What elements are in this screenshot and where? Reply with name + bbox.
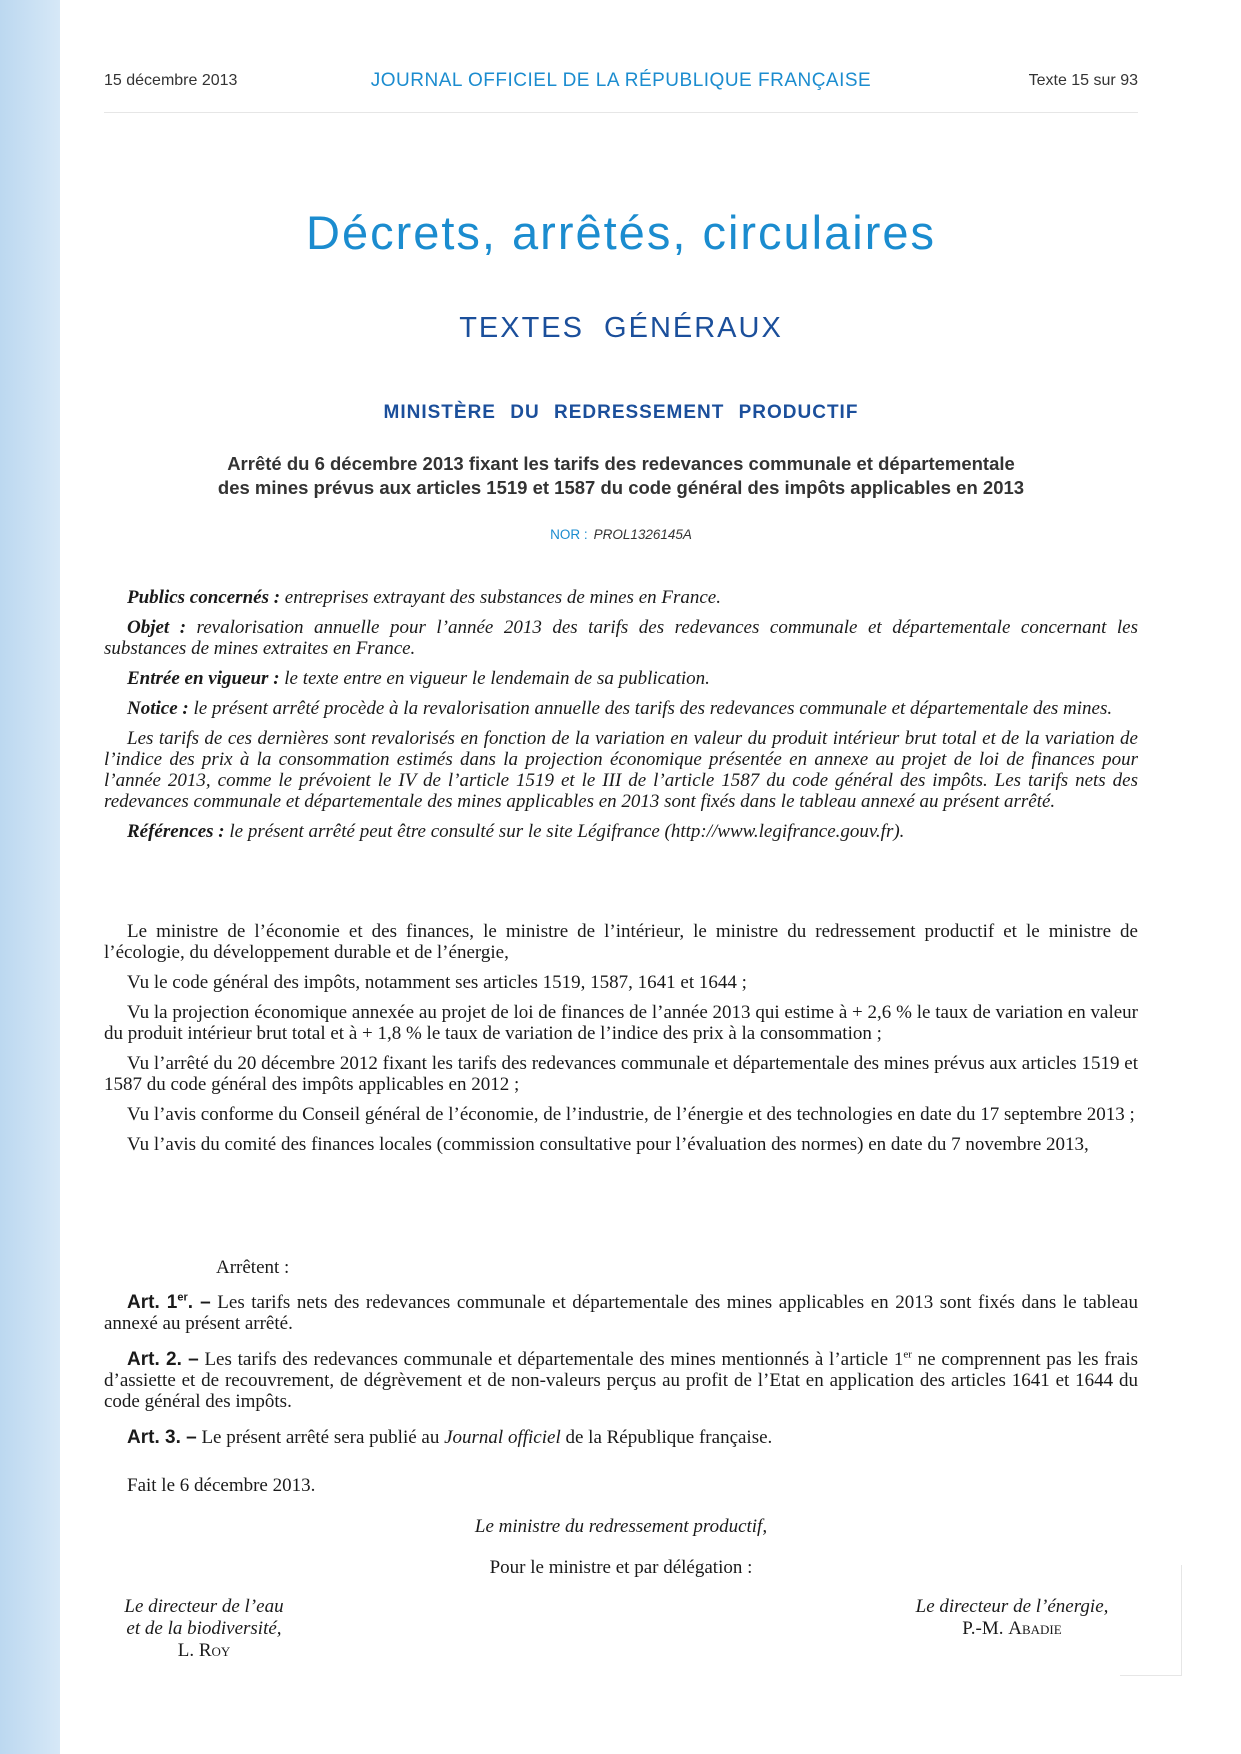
section-title: Décrets, arrêtés, circulaires — [306, 206, 936, 259]
arrete-title-line1: Arrêté du 6 décembre 2013 fixant les tarifs des redevances communale et départementale — [227, 453, 1015, 474]
references-text: le présent arrêté peut être consulté sur le site Légifrance (http://www.legifrance.gouv.fr). — [224, 821, 905, 842]
header-text-number: Texte 15 sur 93 — [1028, 72, 1138, 89]
visa-code: Vu le code général des impôts, notamment ses articles 1519, 1587, 1641 et 1644 ; — [127, 972, 747, 993]
page-header — [104, 72, 1138, 96]
notice-publics — [104, 587, 1138, 608]
notice-tarifs: Les tarifs de ces dernières sont revalorisés en fonction de la variation en valeur du produit intérieur brut total et de la variation de l’indice des prix à la consommation estimés dans la projection économique présentée en annexe au projet de loi de finances pour l’année 2013, comme le prévoient le IV de l’article 1519 et le III de l’article 1587 du code général des impôts. Les tarifs nets des redevances communale et départementale des mines applicables en 2013 sont fixés dans le tableau annexé au présent arrêté. — [104, 728, 1138, 812]
objet-label: Objet : — [127, 617, 187, 638]
left-margin-band — [0, 0, 60, 1754]
signature-delegation: Pour le ministre et par délégation : — [489, 1557, 753, 1578]
article-2-label: Art. 2. – — [127, 1349, 199, 1370]
visa-projection: Vu la projection économique annexée au projet de loi de finances de l’année 2013 qui estime à + 2,6 % le taux de variation en valeur du produit intérieur brut total et à + 1,8 % le taux de variation de l’indice des prix à la consommation ; — [104, 1002, 1138, 1044]
signature-right-line1: Le directeur de l’énergie, — [915, 1596, 1109, 1617]
visa-comite: Vu l’avis du comité des finances locales (commission consultative pour l’évaluation des normes) en date du 7 novembre 2013, — [127, 1134, 1089, 1155]
visa-block — [104, 921, 1138, 1164]
signature-ministre: Le ministre du redressement productif, — [474, 1516, 768, 1537]
signature-right-name: P.-M. Abadie — [962, 1618, 1062, 1639]
notice-objet — [104, 617, 1138, 659]
entree-label: Entrée en vigueur : — [127, 668, 280, 689]
arretent: Arrêtent : — [216, 1257, 290, 1278]
objet-text: revalorisation annuelle pour l’année 2013 des tarifs des redevances communale et départementale concernant les substances de mines extraites en France. — [104, 617, 1138, 659]
references-label: Références : — [127, 821, 225, 842]
nor-code: PROL1326145A — [593, 527, 692, 542]
notice-references — [104, 821, 1138, 842]
article-1-text: Les tarifs nets des redevances communale et départementale des mines applicables en 2013 sont fixés dans le tableau annexé au présent arrêté. — [104, 1292, 1138, 1334]
signature-left-line2: et de la biodiversité, — [126, 1618, 282, 1639]
notice-text: le présent arrêté procède à la revalorisation annuelle des tarifs des redevances communale et départementale des mines. — [188, 698, 1113, 719]
visa-conseil: Vu l’avis conforme du Conseil général de l’économie, de l’industrie, de l’énergie et des technologies en date du 17 septembre 2013 ; — [127, 1104, 1135, 1125]
ministry-name: MINISTÈRE DU REDRESSEMENT PRODUCTIF — [383, 402, 859, 423]
article-3: Art. 3. – Le présent arrêté sera publié au Journal officiel de la République française. — [127, 1427, 773, 1448]
article-3-label: Art. 3. – — [127, 1427, 197, 1448]
notice-entree — [104, 668, 1138, 689]
signature-right — [882, 1596, 1142, 1640]
signature-left-name: L. Roy — [177, 1640, 231, 1661]
arrete-title — [104, 452, 1138, 500]
signature-left-line1: Le directeur de l’eau — [124, 1596, 284, 1617]
corner-rule-horizontal — [1120, 1675, 1182, 1676]
signature-date: Fait le 6 décembre 2013. — [127, 1475, 316, 1496]
header-divider — [104, 112, 1138, 113]
notice-notice — [104, 698, 1138, 719]
visa-arrete-2012: Vu l’arrêté du 20 décembre 2012 fixant les tarifs des redevances communale et départementale des mines prévus aux articles 1519 et 1587 du code général des impôts applicables en 2012 ; — [104, 1053, 1138, 1095]
notice-label: Notice : — [127, 698, 189, 719]
article-1-label: Art. 1er. – — [127, 1291, 211, 1313]
articles-block — [104, 1292, 1138, 1463]
visa-ministres: Le ministre de l’économie et des finances, le ministre de l’intérieur, le ministre du redressement productif et le ministre de l’écologie, du développement durable et de l’énergie, — [104, 921, 1138, 963]
article-1 — [104, 1292, 1138, 1334]
notice-block — [104, 587, 1138, 851]
article-2: Art. 2. – Les tarifs des redevances communale et départementale des mines mentionnés à l’article 1er ne comprennent pas les frais d’assiette et de recouvrement, de dégrèvement et de non-valeurs perçus au profit de l’Etat en application des articles 1641 et 1644 du code général des impôts. — [104, 1348, 1138, 1412]
corner-rule-vertical — [1181, 1565, 1182, 1675]
header-date: 15 décembre 2013 — [104, 72, 238, 89]
nor-reference — [104, 527, 1138, 542]
publics-text: entreprises extrayant des substances de mines en France. — [280, 587, 721, 608]
sub-title: TEXTES GÉNÉRAUX — [459, 312, 783, 344]
entree-text: le texte entre en vigueur le lendemain de sa publication. — [279, 668, 710, 689]
publics-label: Publics concernés : — [127, 587, 281, 608]
header-journal-title: JOURNAL OFFICIEL DE LA RÉPUBLIQUE FRANÇAISE — [370, 70, 872, 91]
arrete-title-line2: des mines prévus aux articles 1519 et 1587 du code général des impôts applicables en 2013 — [217, 477, 1025, 498]
signature-left — [104, 1596, 304, 1662]
nor-label: NOR : — [550, 527, 588, 542]
